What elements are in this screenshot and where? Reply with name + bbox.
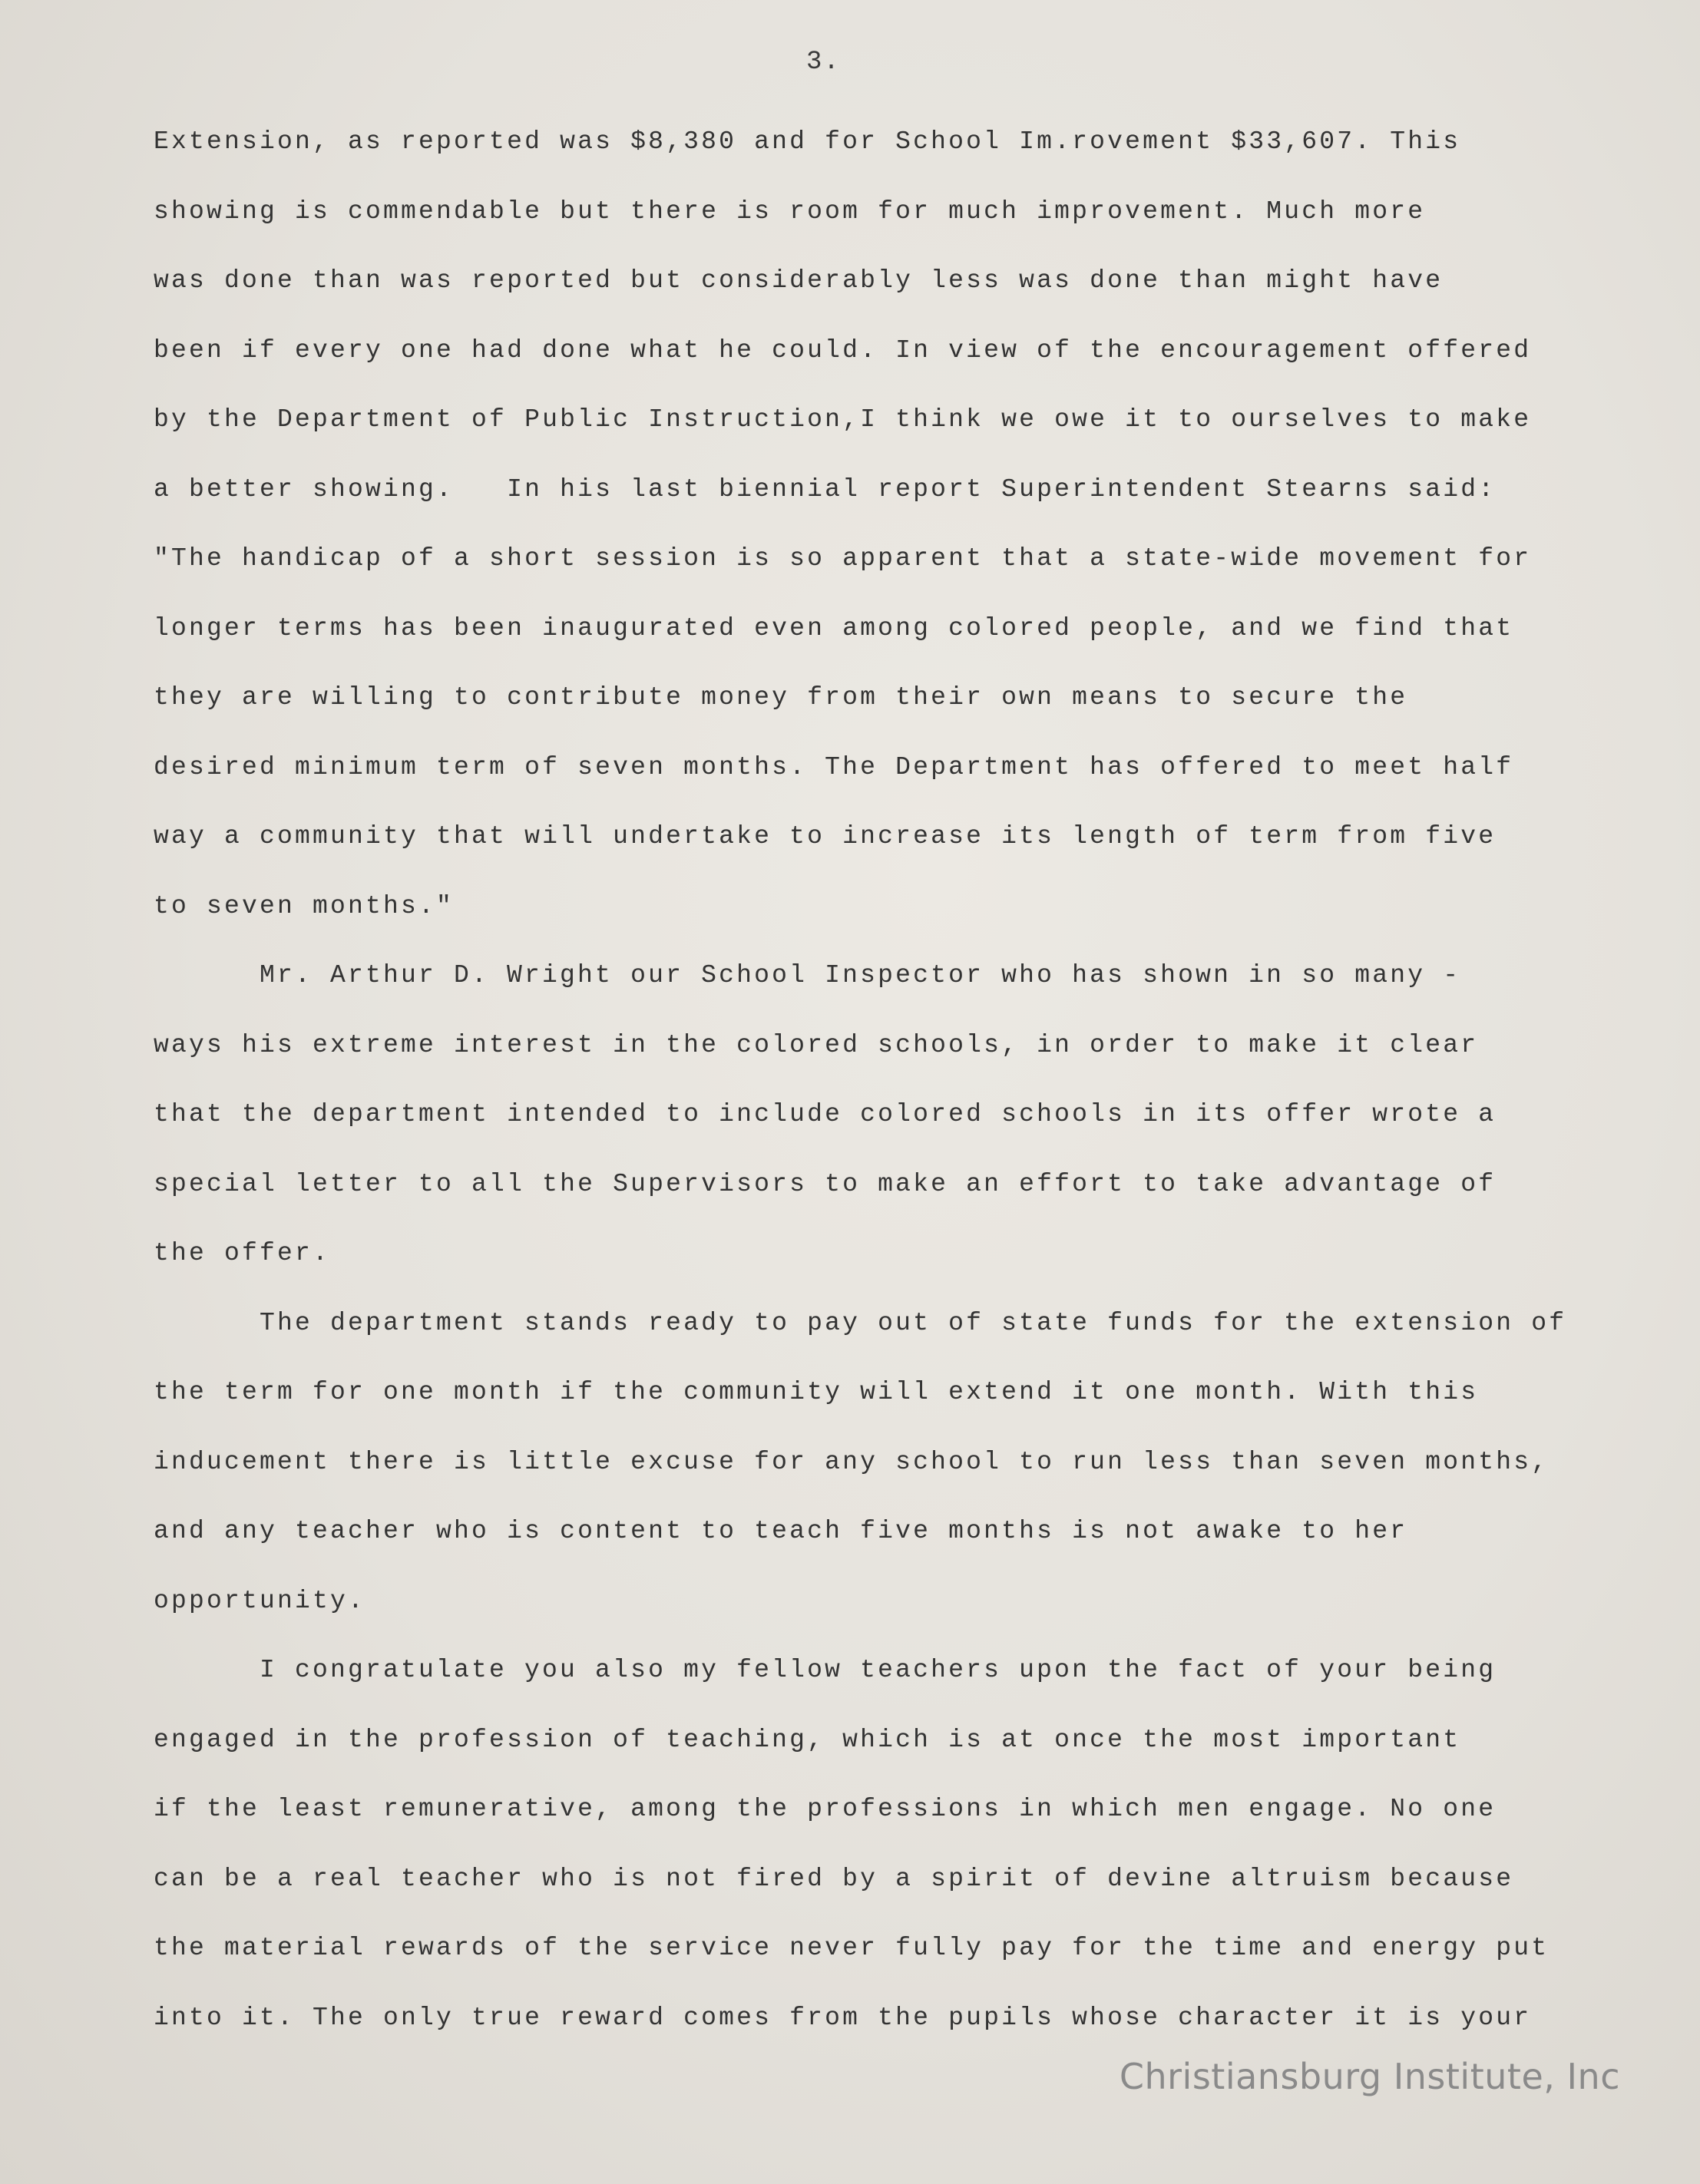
- text-line: desired minimum term of seven months. The Department has offered to meet half: [154, 752, 1514, 781]
- paragraph-start-line: I congratulate you also my fellow teachers upon the fact of your being: [260, 1656, 1497, 1684]
- text-line: that the department intended to include colored schools in its offer wrote a: [154, 1100, 1497, 1128]
- text-line: a better showing. In his last biennial report Superintendent Stearns said:: [154, 474, 1497, 504]
- text-line: they are willing to contribute money from their own means to secure the: [154, 683, 1408, 712]
- text-line: into it. The only true reward comes from the pupils whose character it is your: [154, 2003, 1532, 2032]
- text-line: to seven months.": [154, 891, 455, 920]
- text-line: opportunity.: [154, 1586, 366, 1615]
- text-line: the material rewards of the service never fully pay for the time and energy put: [154, 1934, 1550, 1962]
- paragraph-start-line: The department stands ready to pay out of state funds for the extension of: [260, 1308, 1567, 1337]
- text-line: engaged in the profession of teaching, which is at once the most important: [154, 1725, 1461, 1754]
- text-line: ways his extreme interest in the colored schools, in order to make it clear: [154, 1030, 1479, 1059]
- watermark-credit: Christiansburg Institute, Inc: [1119, 2056, 1620, 2097]
- text-line: by the Department of Public Instruction,I think we owe it to ourselves to make: [154, 405, 1532, 434]
- text-line: inducement there is little excuse for any school to run less than seven months,: [154, 1447, 1550, 1476]
- text-line: showing is commendable but there is room for much improvement. Much more: [154, 197, 1426, 226]
- text-line: been if every one had done what he could. In view of the encouragement offered: [154, 335, 1532, 365]
- paragraph-start-line: Mr. Arthur D. Wright our School Inspector who has shown in so many -: [260, 961, 1461, 990]
- text-line: was done than was reported but considerably less was done than might have: [154, 266, 1444, 295]
- text-line: and any teacher who is content to teach five months is not awake to her: [154, 1517, 1408, 1545]
- text-line: longer terms has been inaugurated even among colored people, and we find that: [154, 613, 1514, 643]
- text-line: special letter to all the Supervisors to make an effort to take advantage of: [154, 1169, 1497, 1198]
- text-line: the term for one month if the community will extend it one month. With this: [154, 1378, 1479, 1406]
- text-line: can be a real teacher who is not fired by a spirit of devine altruism because: [154, 1864, 1514, 1893]
- text-line: the offer.: [154, 1239, 331, 1267]
- text-line: if the least remunerative, among the professions in which men engage. No one: [154, 1795, 1497, 1823]
- text-line: way a community that will undertake to increase its length of term from five: [154, 822, 1497, 851]
- page-number: 3.: [806, 48, 841, 77]
- document-body: [154, 107, 1628, 2053]
- text-line: "The handicap of a short session is so apparent that a state-wide movement for: [154, 544, 1532, 573]
- text-line: Extension, as reported was $8,380 and for School Im.rovement $33,607. This: [154, 127, 1461, 156]
